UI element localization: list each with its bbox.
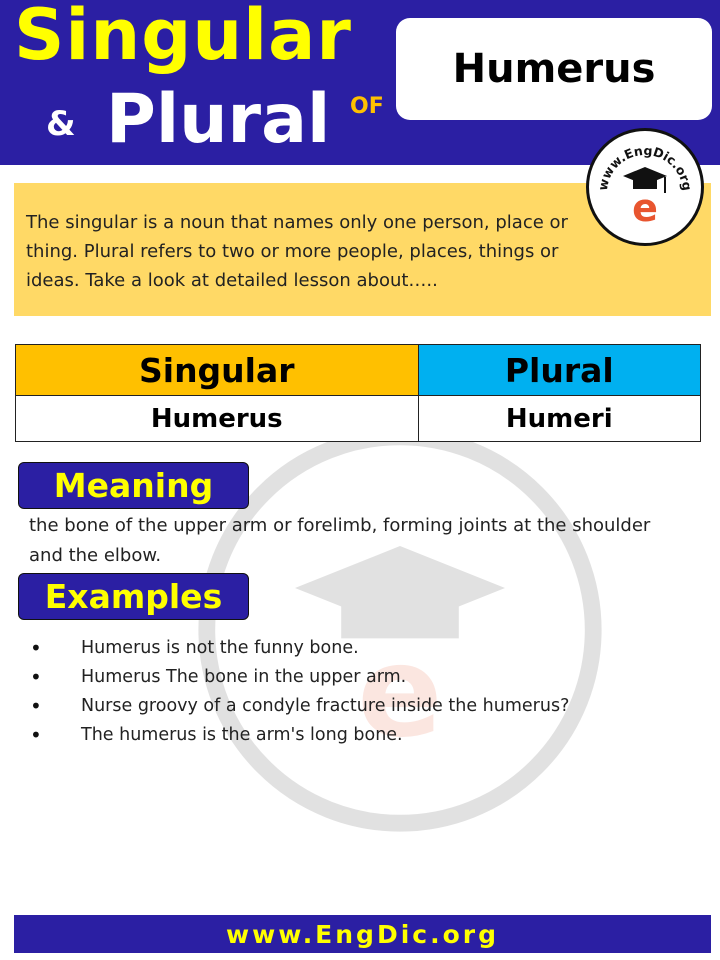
logo-icon [589, 131, 701, 243]
meaning-label: Meaning [18, 462, 249, 509]
list-item: • Humerus is not the funny bone. [30, 634, 569, 663]
singular-value: Humerus [16, 396, 419, 442]
list-item: • The humerus is the arm's long bone. [30, 721, 569, 750]
engdic-logo[interactable] [586, 128, 704, 246]
logo-letter: e [632, 186, 658, 230]
svg-text:e: e [357, 618, 443, 765]
plural-title: Plural [106, 80, 331, 159]
singular-header: Singular [16, 345, 419, 396]
logo-text: www.EngDic.org [594, 142, 696, 192]
of-label: OF [350, 94, 384, 119]
footer-bar [14, 915, 711, 953]
table-row [16, 396, 701, 442]
plural-value: Humeri [418, 396, 700, 442]
footer-link[interactable]: www.EngDic.org [226, 919, 499, 949]
watermark-logo-icon [190, 420, 610, 840]
ampersand: & [46, 104, 76, 144]
list-item: • Nurse groovy of a condyle fracture inside the humerus? [30, 692, 569, 721]
examples-label: Examples [18, 573, 249, 620]
plural-header: Plural [418, 345, 700, 396]
intro-text: The singular is a noun that names only one person, place or thing. Plural refers to two or more people, places, things or ideas. Take a look at detailed lesson about….. [26, 212, 568, 291]
singular-title: Singular [14, 0, 352, 76]
list-item: • Humerus The bone in the upper arm. [30, 663, 569, 692]
meaning-text: the bone of the upper arm or forelimb, forming joints at the shoulder and the elbow. [29, 515, 651, 566]
table-header-row [16, 345, 701, 396]
singular-plural-table [15, 344, 701, 442]
examples-list [30, 634, 569, 750]
word-box [396, 18, 712, 120]
word-title: Humerus [452, 46, 656, 92]
